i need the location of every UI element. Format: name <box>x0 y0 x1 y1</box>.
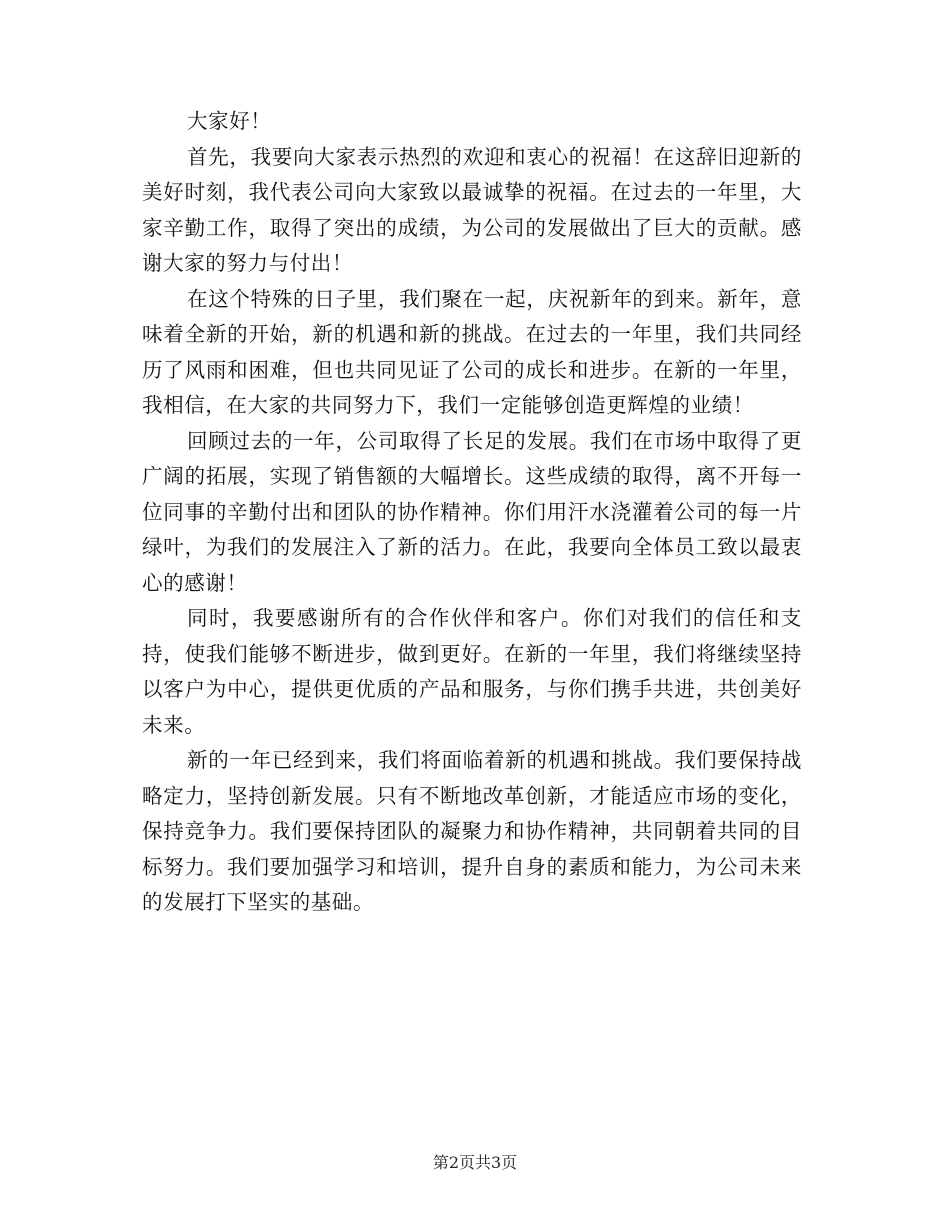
paragraph-greeting: 大家好！ <box>187 109 272 133</box>
paragraph-welcome: 首先，我要向大家表示热烈的欢迎和衷心的祝福！在这辞旧迎新的美好时刻，我代表公司向大家致以最诚挚的祝福。在过去的一年里，大家辛勤工作，取得了突出的成绩，为公司的发展做出了巨大的贡献。感谢大家的努力与付出！ <box>142 144 802 275</box>
page-number-footer: 第2页共3页 <box>432 1153 518 1172</box>
paragraph-review: 回顾过去的一年，公司取得了长足的发展。我们在市场中取得了更广阔的拓展，实现了销售额的大幅增长。这些成绩的取得，离不开每一位同事的辛勤付出和团队的协作精神。你们用汗水浇灌着公司的每一片绿叶，为我们的发展注入了新的活力。在此，我要向全体员工致以最衷心的感谢！ <box>142 428 802 595</box>
paragraph-partners: 同时，我要感谢所有的合作伙伴和客户。你们对我们的信任和支持，使我们能够不断进步，做到更好。在新的一年里，我们将继续坚持以客户为中心，提供更优质的产品和服务，与你们携手共进，共创美好未来。 <box>142 606 802 737</box>
paragraph-new-year: 在这个特殊的日子里，我们聚在一起，庆祝新年的到来。新年，意味着全新的开始，新的机遇和新的挑战。在过去的一年里，我们共同经历了风雨和困难，但也共同见证了公司的成长和进步。在新的一年里，我相信，在大家的共同努力下，我们一定能够创造更辉煌的业绩！ <box>142 286 802 417</box>
document-body <box>142 104 802 921</box>
paragraph-outlook: 新的一年已经到来，我们将面临着新的机遇和挑战。我们要保持战略定力，坚持创新发展。只有不断地改革创新，才能适应市场的变化，保持竞争力。我们要保持团队的凝聚力和协作精神，共同朝着共同的目标努力。我们要加强学习和培训，提升自身的素质和能力，为公司未来的发展打下坚实的基础。 <box>142 748 802 914</box>
